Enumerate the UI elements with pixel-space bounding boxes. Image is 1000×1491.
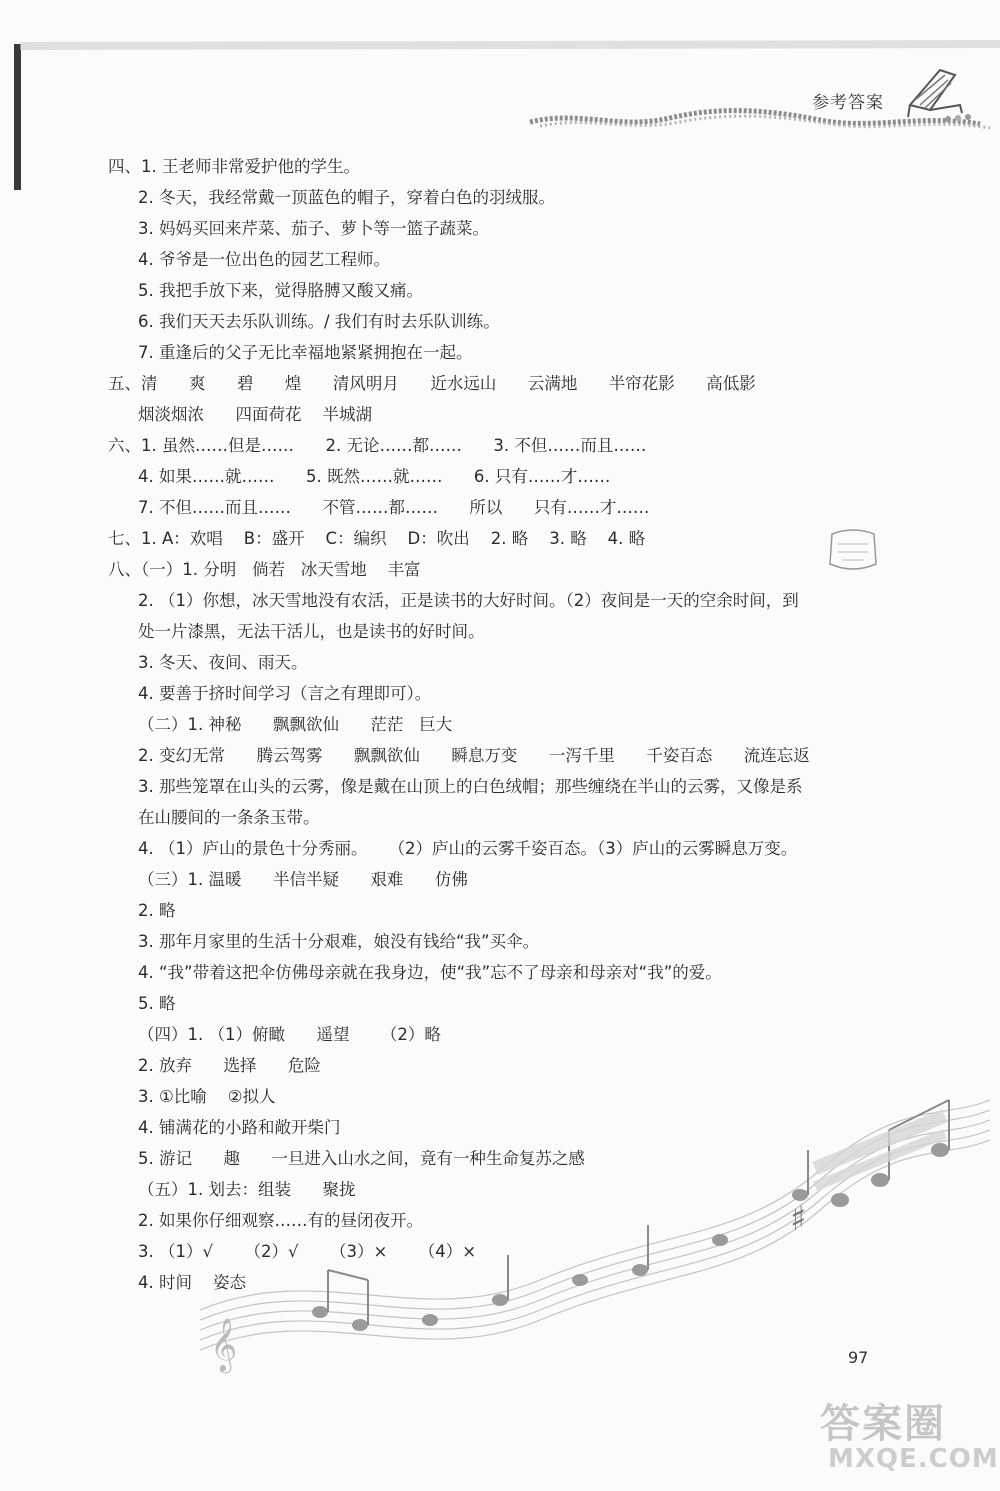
answer-line: 3. 那些笼罩在山头的云雾，像是戴在山顶上的白色绒帽；那些缠绕在半山的云雾，又像是系: [138, 777, 803, 796]
answer-line: 八、（一）1. 分明 倘若 冰天雪地 丰富: [108, 560, 421, 579]
answer-line: 7. 不但……而且…… 不管……都…… 所以 只有……才……: [138, 498, 650, 517]
beach-chair-icon: [900, 55, 980, 125]
header-label: 参考答案: [812, 93, 884, 113]
answer-line: 4. 铺满花的小路和敞开柴门: [138, 1118, 341, 1137]
header-wave-decoration: [20, 40, 1000, 130]
answer-line: 6. 我们天天去乐队训练。/ 我们有时去乐队训练。: [138, 312, 500, 331]
answer-line: 7. 重逢后的父子无比幸福地紧紧拥抱在一起。: [138, 343, 473, 362]
page-number: 97: [848, 1348, 869, 1367]
answer-line: 4. 要善于挤时间学习（言之有理即可）。: [138, 684, 432, 703]
answer-line: 4. 时间 姿态: [138, 1273, 246, 1292]
answer-line: 4. “我”带着这把伞仿佛母亲就在我身边，使“我”忘不了母亲和母亲对“我”的爱。: [138, 963, 722, 982]
answer-line: 3. 妈妈买回来芹菜、茄子、萝卜等一篮子蔬菜。: [138, 219, 489, 238]
answer-line: 5. 游记 趣 一旦进入山水之间，竟有一种生命复苏之感: [138, 1149, 585, 1168]
site-watermark: [820, 1392, 999, 1487]
answer-line: 2. （1）你想，冰天雪地没有农活，正是读书的大好时间。（2）夜间是一天的空余时间，到: [138, 591, 799, 610]
answer-line: 4. 如果……就…… 5. 既然……就…… 6. 只有……才……: [138, 467, 611, 486]
answer-line: 烟淡烟浓 四面荷花 半城湖: [138, 405, 372, 424]
answer-line: 3. 冬天、夜间、雨天。: [138, 653, 308, 672]
music-notes-decoration: [200, 1080, 990, 1390]
answer-line: 在山腰间的一条条玉带。: [138, 808, 320, 827]
answer-line: 5. 我把手放下来，觉得胳膊又酸又痛。: [138, 281, 423, 300]
answer-line: 3. （1）√ （2）√ （3）× （4）×: [138, 1242, 477, 1261]
answer-line: （五）1. 划去：组装 聚拢: [138, 1180, 356, 1199]
answer-line: 2. 略: [138, 901, 176, 920]
watermark-url: MXQE.COM: [828, 1444, 999, 1474]
answer-line: 五、清 爽 碧 煌 清风明月 近水远山 云满地 半帘花影 高低影: [108, 374, 756, 393]
answer-line: 2. 放弃 选择 危险: [138, 1056, 321, 1075]
answer-line: 5. 略: [138, 994, 176, 1013]
answer-line: 4. 爷爷是一位出色的园艺工程师。: [138, 250, 390, 269]
answer-line: 3. ①比喻 ②拟人: [138, 1087, 276, 1106]
answer-line: 3. 那年月家里的生活十分艰难，娘没有钱给“我”买伞。: [138, 932, 540, 951]
answer-line: （四）1. （1）俯瞰 遥望 （2）略: [138, 1025, 441, 1044]
answer-line: 处一片漆黑，无法干活儿，也是读书的好时间。: [138, 622, 485, 641]
answer-line: 四、1. 王老师非常爱护他的学生。: [108, 157, 360, 176]
answer-line: （二）1. 神秘 飘飘欲仙 茫茫 巨大: [138, 715, 453, 734]
answer-line: 六、1. 虽然……但是…… 2. 无论……都…… 3. 不但……而且……: [108, 436, 647, 455]
answer-line: （三）1. 温暖 半信半疑 艰难 仿佛: [138, 870, 468, 889]
answer-line: 2. 冬天，我经常戴一顶蓝色的帽子，穿着白色的羽绒服。: [138, 188, 555, 207]
answer-line: 2. 变幻无常 腾云驾雾 飘飘欲仙 瞬息万变 一泻千里 千姿百态 流连忘返: [138, 746, 810, 765]
stamp-icon: [826, 526, 880, 574]
answer-line: 七、1. A：欢唱 B：盛开 C：编织 D：吹出 2. 略 3. 略 4. 略: [108, 529, 646, 548]
svg-text:𝄞: 𝄞: [210, 1317, 238, 1371]
watermark-title: 答案圈: [820, 1401, 946, 1447]
svg-text:♯: ♯: [790, 1199, 807, 1239]
answer-line: 4. （1）庐山的景色十分秀丽。 （2）庐山的云雾千姿百态。（3）庐山的云雾瞬息万变。: [138, 839, 798, 858]
answer-line: 2. 如果你仔细观察……有的昼闭夜开。: [138, 1211, 423, 1230]
